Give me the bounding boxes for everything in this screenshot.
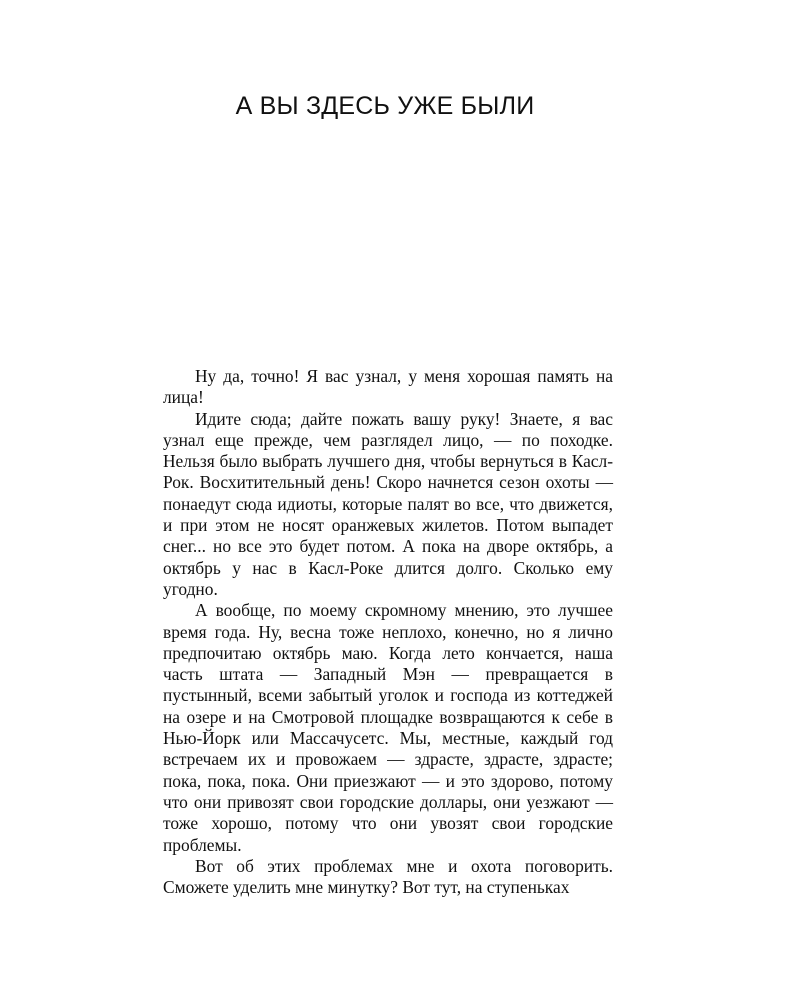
chapter-title: А ВЫ ЗДЕСЬ УЖЕ БЫЛИ [235, 92, 535, 120]
paragraph: Ну да, точно! Я вас узнал, у меня хорошая память на лица! [163, 366, 613, 408]
paragraph: А вообще, по моему скромному мнению, это лучшее время года. Ну, весна тоже неплохо, конечно, но я лично предпочитаю октябрь маю. Когда лето кончается, наша часть штата — Западный Мэн — превращается в пустынный, всеми забытый уголок и господа из коттеджей на озере и на Смотровой площадке возвращаются к себе в Нью-Йорк или Массачусетс. Мы, местные, каждый год встречаем их и провожаем — здрасте, здрасте, здрасте; пока, пока, пока. Они приезжают — и это здорово, потому что они привозят свои городские доллары, они уезжают — тоже хорошо, потому что они увозят свои городские проблемы. [163, 600, 613, 855]
paragraph: Идите сюда; дайте пожать вашу руку! Знаете, я вас узнал еще прежде, чем разглядел лицо, — по походке. Нельзя было выбрать лучшего дня, чтобы вернуться в Касл-Рок. Восхитительный день! Скоро начнется сезон охоты — понаедут сюда идиоты, которые палят во все, что движется, и при этом не носят оранжевых жилетов. Потом выпадет снег... но все это будет потом. А пока на дворе октябрь, а октябрь у нас в Касл-Роке длится долго. Сколько ему угодно. [163, 408, 613, 599]
paragraph: Вот об этих проблемах мне и охота поговорить. Сможете уделить мне минутку? Вот тут, на ступеньках [163, 855, 613, 898]
chapter-body [163, 366, 613, 898]
